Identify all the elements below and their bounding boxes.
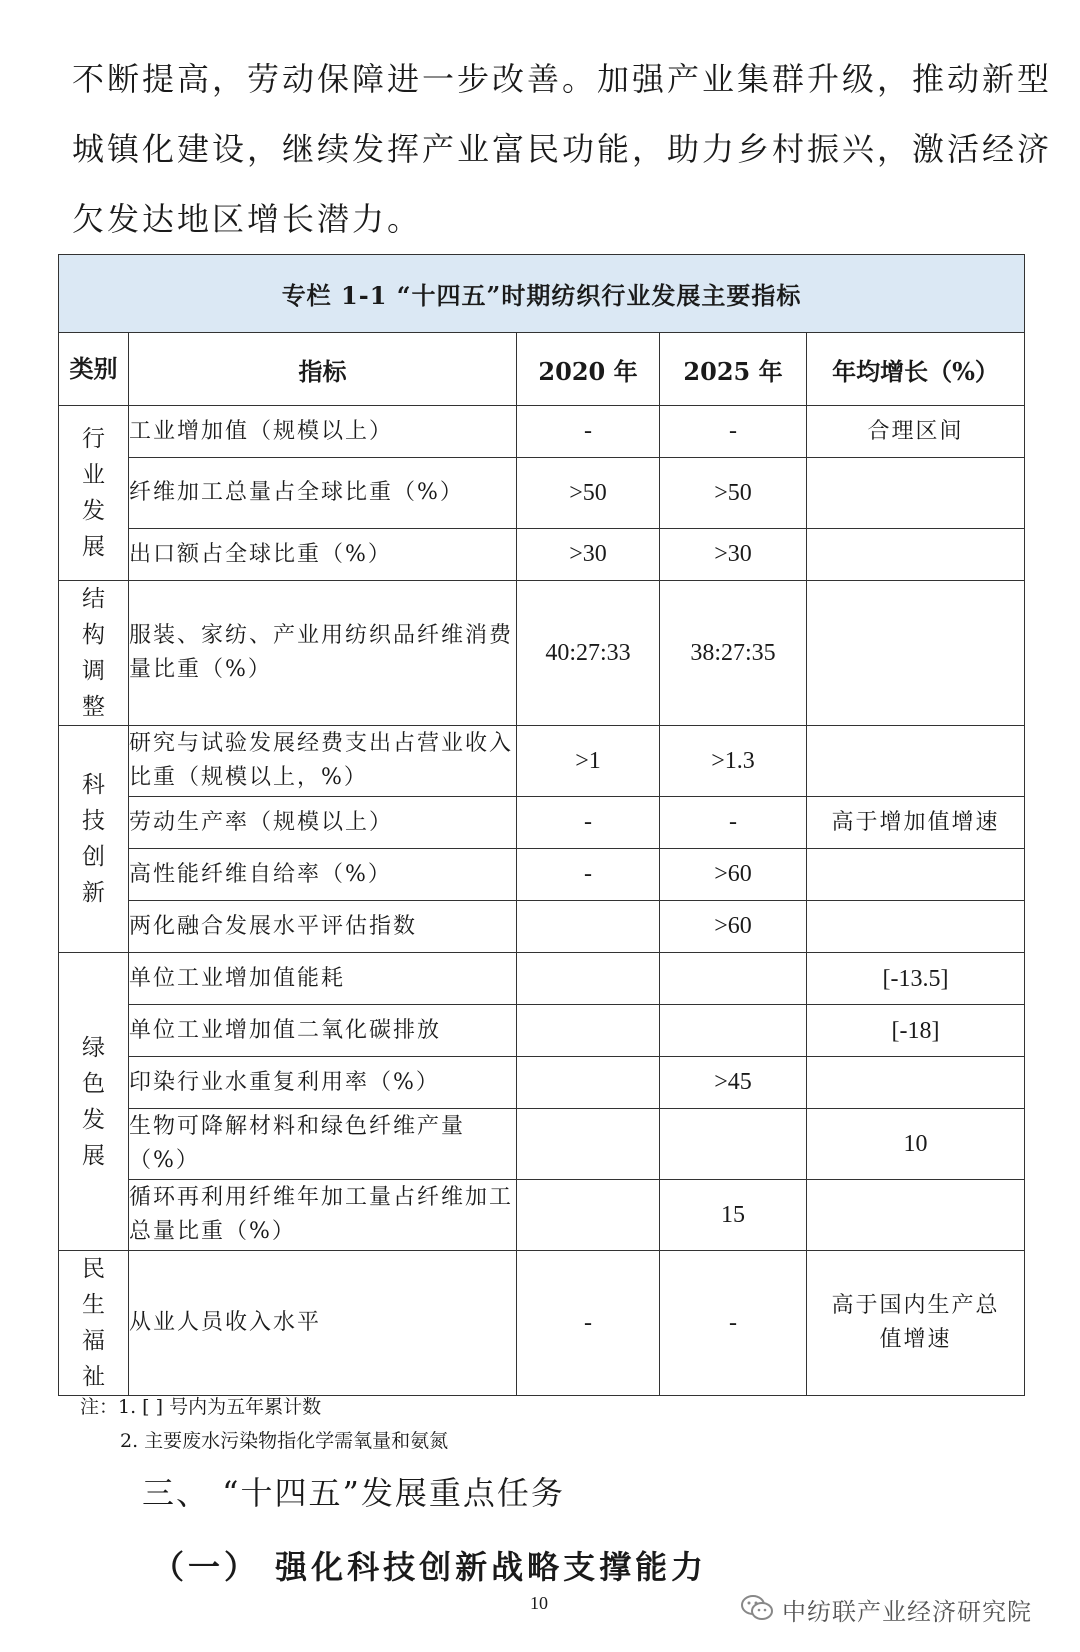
value-2020-cell (517, 1109, 660, 1180)
watermark (740, 1592, 1032, 1627)
indicator-cell: 两化融合发展水平评估指数 (129, 901, 517, 953)
growth-cell (807, 458, 1025, 529)
header-2025: 2025 年 (660, 333, 807, 406)
table-row (59, 1057, 1025, 1109)
page-number: 10 (530, 1593, 548, 1613)
value-2020-cell: >50 (517, 458, 660, 529)
value-2020-cell: - (517, 797, 660, 849)
paragraph-line: 城镇化建设，继续发挥产业富民功能，助力乡村振兴，激活经济 (72, 130, 1053, 168)
value-2025-cell: >60 (660, 849, 807, 901)
growth-cell: 10 (807, 1109, 1025, 1180)
growth-cell: 高于增加值增速 (807, 797, 1025, 849)
indicator-cell: 研究与试验发展经费支出占营业收入比重（规模以上，%） (129, 726, 517, 797)
indicator-table (58, 254, 1025, 1396)
value-2025-cell (660, 953, 807, 1005)
indicator-cell: 出口额占全球比重（%） (129, 529, 517, 581)
value-2025-cell: - (660, 406, 807, 458)
value-2025-cell: >1.3 (660, 726, 807, 797)
indicator-cell: 纤维加工总量占全球比重（%） (129, 458, 517, 529)
category-cell: 民生福祉 (59, 1251, 129, 1396)
value-2025-cell: >60 (660, 901, 807, 953)
growth-cell: [-18] (807, 1005, 1025, 1057)
growth-cell (807, 1057, 1025, 1109)
note-line-1: 注：1. [ ] 号内为五年累计数 (80, 1396, 322, 1418)
paragraph-line: 欠发达地区增长潜力。 (72, 200, 423, 238)
category-cell: 行业发展 (59, 406, 129, 581)
section-heading: 三、 “十四五”发展重点任务 (142, 1474, 565, 1512)
indicator-cell: 循环再利用纤维年加工量占纤维加工总量比重（%） (129, 1180, 517, 1251)
table-row (59, 581, 1025, 726)
value-2020-cell (517, 1180, 660, 1251)
table-row (59, 458, 1025, 529)
growth-cell: [-13.5] (807, 953, 1025, 1005)
header-category: 类别 (59, 333, 129, 406)
value-2025-cell: >50 (660, 458, 807, 529)
growth-cell (807, 849, 1025, 901)
value-2025-cell: >30 (660, 529, 807, 581)
indicator-cell: 单位工业增加值二氧化碳排放 (129, 1005, 517, 1057)
table-notes (80, 1390, 448, 1458)
indicator-cell: 服装、家纺、产业用纺织品纤维消费量比重（%） (129, 581, 517, 726)
value-2025-cell (660, 1005, 807, 1057)
growth-cell (807, 726, 1025, 797)
wechat-icon (740, 1593, 774, 1627)
category-cell: 结构调整 (59, 581, 129, 726)
indicator-cell: 生物可降解材料和绿色纤维产量（%） (129, 1109, 517, 1180)
value-2025-cell: 15 (660, 1180, 807, 1251)
table-row (59, 901, 1025, 953)
value-2020-cell (517, 901, 660, 953)
table-row (59, 726, 1025, 797)
indicator-cell: 印染行业水重复利用率（%） (129, 1057, 517, 1109)
table-row (59, 797, 1025, 849)
paragraph-line: 不断提高，劳动保障进一步改善。加强产业集群升级，推动新型 (72, 60, 1053, 98)
subsection-heading: （一） 强化科技创新战略支撑能力 (152, 1548, 708, 1586)
indicator-cell: 劳动生产率（规模以上） (129, 797, 517, 849)
indicator-cell: 高性能纤维自给率（%） (129, 849, 517, 901)
value-2025-cell: - (660, 797, 807, 849)
table-row (59, 953, 1025, 1005)
value-2025-cell: - (660, 1251, 807, 1396)
value-2020-cell: - (517, 406, 660, 458)
value-2020-cell: - (517, 1251, 660, 1396)
value-2020-cell (517, 953, 660, 1005)
category-cell: 绿色发展 (59, 953, 129, 1251)
table-row (59, 849, 1025, 901)
note-line-2: 2. 主要废水污染物指化学需氧量和氨氮 (120, 1430, 449, 1452)
body-paragraph (72, 44, 1053, 254)
value-2020-cell (517, 1005, 660, 1057)
growth-cell (807, 901, 1025, 953)
value-2020-cell (517, 1057, 660, 1109)
indicator-cell: 工业增加值（规模以上） (129, 406, 517, 458)
value-2020-cell: - (517, 849, 660, 901)
growth-cell (807, 581, 1025, 726)
table-row (59, 1109, 1025, 1180)
header-indicator: 指标 (129, 333, 517, 406)
value-2025-cell: >45 (660, 1057, 807, 1109)
growth-cell: 合理区间 (807, 406, 1025, 458)
value-2020-cell: >1 (517, 726, 660, 797)
value-2025-cell: 38:27:35 (660, 581, 807, 726)
value-2025-cell (660, 1109, 807, 1180)
header-2020: 2020 年 (517, 333, 660, 406)
growth-cell: 高于国内生产总值增速 (807, 1251, 1025, 1396)
growth-cell (807, 529, 1025, 581)
value-2020-cell: 40:27:33 (517, 581, 660, 726)
value-2020-cell: >30 (517, 529, 660, 581)
watermark-text: 中纺联产业经济研究院 (782, 1598, 1032, 1626)
header-growth: 年均增长（%） (807, 333, 1025, 406)
indicator-cell: 单位工业增加值能耗 (129, 953, 517, 1005)
table-row (59, 1180, 1025, 1251)
table-row (59, 406, 1025, 458)
category-cell: 科技创新 (59, 726, 129, 953)
table-row (59, 1005, 1025, 1057)
table-caption: 专栏 1-1 “十四五”时期纺织行业发展主要指标 (59, 255, 1025, 333)
growth-cell (807, 1180, 1025, 1251)
indicator-cell: 从业人员收入水平 (129, 1251, 517, 1396)
table-row (59, 529, 1025, 581)
table-row (59, 1251, 1025, 1396)
